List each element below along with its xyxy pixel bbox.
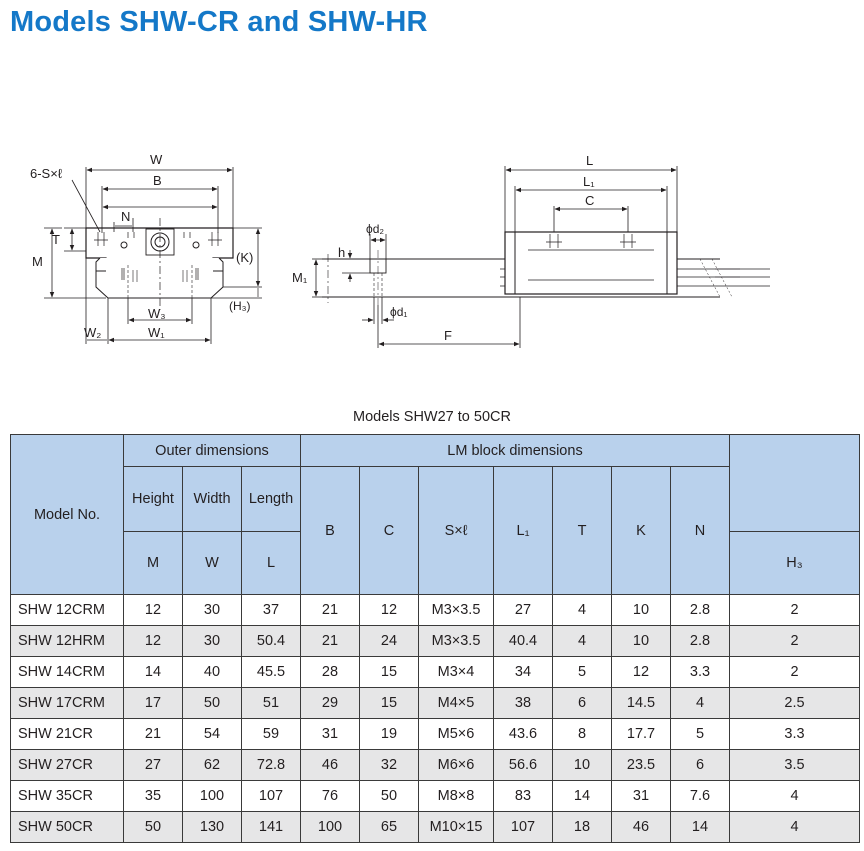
cell-t: 5 [553,657,612,688]
cell-model: SHW 21CR [11,719,124,750]
cell-m: 27 [124,750,183,781]
cell-n: 14 [671,812,730,843]
header-sym-Sl: S×ℓ [419,467,494,595]
page-title: Models SHW-CR and SHW-HR [10,6,428,38]
cell-n: 7.6 [671,781,730,812]
cell-t: 18 [553,812,612,843]
label-W3: W₃ [148,306,166,321]
cell-sl: M3×4 [419,657,494,688]
cell-w: 40 [183,657,242,688]
cell-m: 35 [124,781,183,812]
table-row [11,595,860,626]
side-view-drawing [322,232,770,305]
header-sym-L1: L₁ [494,467,553,595]
cell-t: 6 [553,688,612,719]
cell-k: 14.5 [612,688,671,719]
cell-l1: 27 [494,595,553,626]
header-sym-L: L [242,532,301,595]
cell-n: 4 [671,688,730,719]
cell-k: 23.5 [612,750,671,781]
label-C: C [585,193,595,208]
header-sym-C: C [360,467,419,595]
header-height: Height [124,467,183,532]
cell-n: 2.8 [671,626,730,657]
cell-k: 10 [612,595,671,626]
cell-t: 10 [553,750,612,781]
cell-model: SHW 12HRM [11,626,124,657]
cell-l1: 56.6 [494,750,553,781]
header-sym-T: T [553,467,612,595]
cell-model: SHW 14CRM [11,657,124,688]
cell-b: 31 [301,719,360,750]
cell-w: 54 [183,719,242,750]
label-L1: L₁ [583,174,595,189]
label-M1: M₁ [292,270,308,285]
header-sym-H3: H₃ [730,532,860,595]
cell-model: SHW 27CR [11,750,124,781]
cell-b: 46 [301,750,360,781]
label-T: T [52,232,60,247]
technical-drawings [0,140,864,355]
cell-l: 59 [242,719,301,750]
cell-c: 32 [360,750,419,781]
header-width: Width [183,467,242,532]
cell-sl: M10×15 [419,812,494,843]
cell-w: 100 [183,781,242,812]
cell-w: 50 [183,688,242,719]
header-length: Length [242,467,301,532]
cell-l1: 38 [494,688,553,719]
cell-l1: 107 [494,812,553,843]
cell-t: 4 [553,595,612,626]
cell-sl: M4×5 [419,688,494,719]
cell-model: SHW 12CRM [11,595,124,626]
label-N: N [121,209,131,224]
table-row [11,719,860,750]
cell-n: 5 [671,719,730,750]
cell-sl: M6×6 [419,750,494,781]
cell-c: 12 [360,595,419,626]
cell-t: 8 [553,719,612,750]
front-view-drawing [86,218,233,310]
cell-h3: 3.3 [730,719,860,750]
cell-m: 21 [124,719,183,750]
table-row [11,626,860,657]
cell-l: 51 [242,688,301,719]
cell-l1: 43.6 [494,719,553,750]
label-W1: W₁ [148,325,165,340]
header-sym-M: M [124,532,183,595]
header-sym-W: W [183,532,242,595]
cell-m: 12 [124,595,183,626]
cell-w: 130 [183,812,242,843]
label-B: B [153,173,162,188]
cell-sl: M3×3.5 [419,626,494,657]
table-caption: Models SHW27 to 50CR [353,409,511,425]
cell-b: 76 [301,781,360,812]
cell-k: 46 [612,812,671,843]
cell-h3: 4 [730,812,860,843]
cell-sl: M3×3.5 [419,595,494,626]
cell-c: 65 [360,812,419,843]
cell-l: 72.8 [242,750,301,781]
table-row [11,750,860,781]
label-h: h [338,245,346,260]
cell-model: SHW 17CRM [11,688,124,719]
cell-l: 45.5 [242,657,301,688]
cell-c: 15 [360,657,419,688]
table-row [11,812,860,843]
table-row [11,781,860,812]
cell-b: 100 [301,812,360,843]
cell-n: 6 [671,750,730,781]
table-row [11,688,860,719]
header-blank [730,435,860,532]
cell-l1: 34 [494,657,553,688]
cell-b: 21 [301,626,360,657]
table-row [11,657,860,688]
label-K: (K) [236,250,254,265]
cell-l: 141 [242,812,301,843]
cell-model: SHW 50CR [11,812,124,843]
cell-w: 30 [183,595,242,626]
cell-w: 30 [183,626,242,657]
label-6-S-x-l: 6-S×ℓ [30,166,63,181]
cell-b: 29 [301,688,360,719]
dimensions-table [10,434,860,843]
cell-h3: 2 [730,626,860,657]
header-lm-block-dimensions: LM block dimensions [301,435,730,467]
cell-h3: 2 [730,657,860,688]
cell-h3: 2 [730,595,860,626]
label-L: L [586,153,594,168]
label-d2: ϕd₂ [366,222,385,236]
cell-k: 12 [612,657,671,688]
cell-l: 50.4 [242,626,301,657]
cell-m: 17 [124,688,183,719]
cell-l1: 40.4 [494,626,553,657]
cell-k: 31 [612,781,671,812]
cell-h3: 2.5 [730,688,860,719]
label-H3: (H₃) [229,299,251,313]
header-sym-K: K [612,467,671,595]
cell-m: 50 [124,812,183,843]
cell-k: 10 [612,626,671,657]
header-outer-dimensions: Outer dimensions [124,435,301,467]
label-W: W [150,152,163,167]
cell-n: 3.3 [671,657,730,688]
cell-w: 62 [183,750,242,781]
cell-l: 37 [242,595,301,626]
cell-sl: M5×6 [419,719,494,750]
cell-b: 21 [301,595,360,626]
label-F: F [444,328,452,343]
cell-m: 14 [124,657,183,688]
cell-b: 28 [301,657,360,688]
cell-m: 12 [124,626,183,657]
cell-t: 14 [553,781,612,812]
cell-c: 50 [360,781,419,812]
label-W2: W₂ [84,325,102,340]
cell-h3: 3.5 [730,750,860,781]
cell-l1: 83 [494,781,553,812]
cell-h3: 4 [730,781,860,812]
cell-model: SHW 35CR [11,781,124,812]
cell-l: 107 [242,781,301,812]
cell-c: 24 [360,626,419,657]
cell-c: 15 [360,688,419,719]
cell-c: 19 [360,719,419,750]
label-d1: ϕd₁ [390,305,408,319]
header-sym-N: N [671,467,730,595]
cell-t: 4 [553,626,612,657]
cell-sl: M8×8 [419,781,494,812]
cell-k: 17.7 [612,719,671,750]
header-model-no: Model No. [11,435,124,595]
cell-n: 2.8 [671,595,730,626]
header-sym-B: B [301,467,360,595]
label-M: M [32,254,43,269]
